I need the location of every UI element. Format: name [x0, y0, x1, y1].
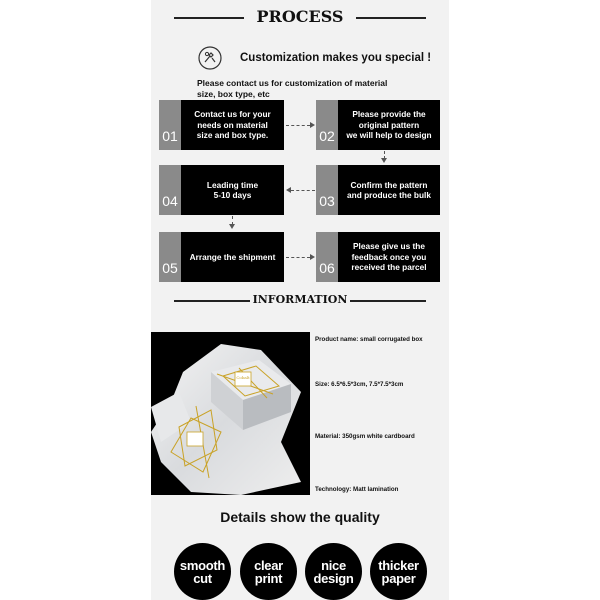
- process-step-02: [316, 100, 440, 150]
- customization-title: Customization makes you special !: [240, 52, 432, 64]
- product-technology: Technology: Matt lamination: [315, 486, 399, 493]
- step-text-line: Leading time: [206, 179, 259, 190]
- step-text-line: original pattern: [358, 119, 420, 130]
- badge-smooth-cut: [174, 543, 231, 600]
- process-header-title: PROCESS: [256, 7, 344, 26]
- step-text: [181, 232, 284, 282]
- step-number: 02: [316, 100, 338, 150]
- step-text-line: we will help to design: [346, 130, 432, 141]
- details-title: Details show the quality: [220, 509, 380, 525]
- step-number: 05: [159, 232, 181, 282]
- badge-line: smooth: [179, 557, 226, 573]
- product-material: Material: 350gsm white cardboard: [315, 433, 415, 440]
- step-number: 01: [159, 100, 181, 150]
- process-step-03: [316, 165, 440, 215]
- connector-01-02: [286, 125, 310, 126]
- customization-desc-line1: Please contact us for customization of material: [197, 78, 388, 88]
- information-header-line-right: [350, 300, 426, 302]
- step-text: [338, 165, 440, 215]
- step-text-line: feedback once you: [351, 251, 427, 262]
- information-header-title: INFORMATION: [252, 293, 348, 306]
- step-text: [181, 165, 284, 215]
- customization-desc: [197, 78, 437, 99]
- badge-line: cut: [193, 570, 212, 586]
- arrow-right-icon: [310, 122, 315, 128]
- step-text-line: Arrange the shipment: [189, 251, 276, 262]
- badge-line: design: [313, 570, 354, 586]
- process-step-01: [159, 100, 284, 150]
- process-step-04: [159, 165, 284, 215]
- badge-line: paper: [381, 570, 416, 586]
- step-text: [181, 100, 284, 150]
- arrow-left-icon: [286, 187, 291, 193]
- step-text-line: received the parcel: [351, 262, 427, 273]
- step-text-line: Please provide the: [352, 109, 426, 120]
- step-text-line: Contact us for your: [194, 109, 271, 120]
- tools-icon: [198, 46, 222, 70]
- step-text-line: 5-10 days: [213, 190, 252, 200]
- step-number: 03: [316, 165, 338, 215]
- badge-line: clear: [254, 557, 283, 573]
- step-number: 04: [159, 165, 181, 215]
- information-header-line-left: [174, 300, 250, 302]
- product-photo-image: [151, 332, 310, 495]
- step-text-line: Please give us the: [353, 241, 425, 252]
- badge-line: thicker: [378, 557, 419, 573]
- arrow-down-icon: [381, 158, 387, 163]
- badge-line: print: [254, 570, 283, 586]
- step-text-line: Confirm the pattern: [350, 179, 428, 190]
- step-text: [338, 232, 440, 282]
- connector-05-06: [286, 257, 310, 258]
- step-text: [338, 100, 440, 150]
- process-header-line-right: [356, 17, 426, 19]
- step-text-line: needs on material: [197, 119, 268, 130]
- step-number: 06: [316, 232, 338, 282]
- process-step-06: [316, 232, 440, 282]
- badge-nice-design: [305, 543, 362, 600]
- product-name: Product name: small corrugated box: [315, 336, 423, 343]
- product-photo: [151, 332, 310, 495]
- arrow-right-icon: [310, 254, 315, 260]
- badge-line: nice: [321, 557, 346, 573]
- badge-clear-print: [240, 543, 297, 600]
- connector-03-04: [291, 190, 315, 191]
- step-text-line: and produce the bulk: [347, 190, 431, 200]
- process-step-05: [159, 232, 284, 282]
- product-size: Size: 6.5*6.5*3cm, 7.5*7.5*3cm: [315, 381, 404, 388]
- arrow-down-icon: [229, 224, 235, 229]
- customization-desc-line2: size, box type, etc: [197, 88, 270, 99]
- process-header-line-left: [174, 17, 244, 19]
- step-text-line: size and box type.: [196, 130, 269, 141]
- box-logo-text: Cobalt: [236, 375, 250, 380]
- badge-thicker-paper: [370, 543, 427, 600]
